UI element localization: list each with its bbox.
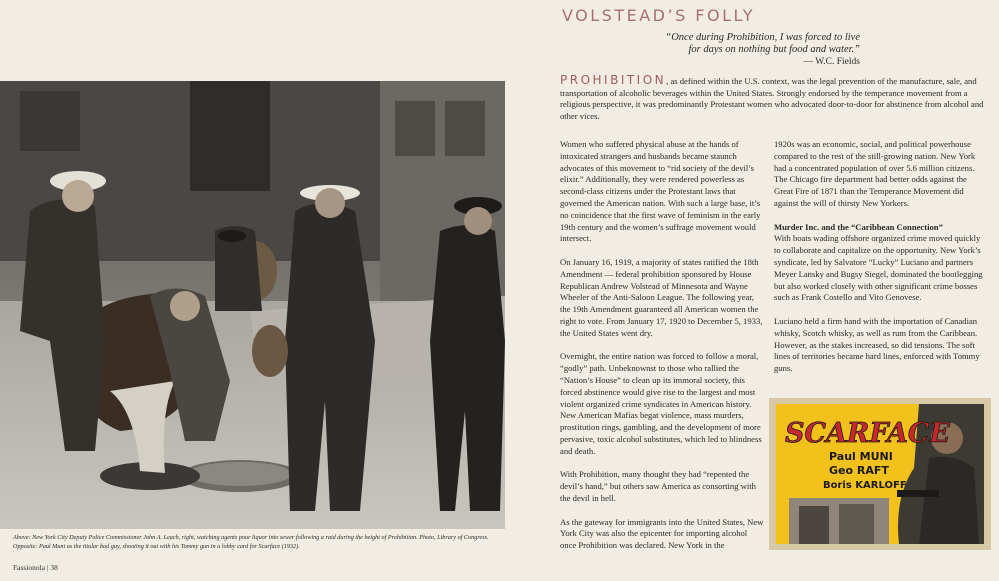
photo-caption: Above: New York City Deputy Police Commissioner John A. Leach, right, watching agents pour liquor into sewer following a raid during the height of Prohibition. Photo, Library of Congress. Opposite: Paul Muni as the titular bad guy, shooting it out with his Tommy gun in a lobby card for Scarface (1932). (13, 534, 489, 550)
body-paragraph: As the gateway for immigrants into the United States, New York City was also the epicenter for importing alcohol once Prohibition was declared. New York in the (560, 516, 764, 551)
quote-line-2: for days on nothing but food and water.” (688, 44, 860, 55)
prohibition-raid-photo (0, 81, 505, 529)
quote-line-1: “Once during Prohibition, I was forced to live (665, 32, 860, 43)
quote-attribution: — W.C. Fields (803, 57, 860, 67)
poster-credit-muni: Paul MUNI (829, 450, 893, 463)
raid-photo-illustration (0, 81, 505, 529)
scarface-lobby-card (769, 398, 991, 550)
body-paragraph: 1920s was an economic, social, and political powerhouse compared to the rest of the still-growing nation. New York had a concentrated population of over 5.6 million citizens. The Chicago fire department had better odds against the Great Fire of 1871 than the Temperance Movement did against the will of thirsty New Yorkers. (774, 139, 976, 208)
section-with-subhead (774, 222, 984, 234)
page-folio: Fassionola | 38 (13, 563, 58, 572)
body-paragraph: With Prohibition, many thought they had “repented the devil’s hand,” but others saw America as consorting with the devil in hell. (560, 469, 756, 503)
body-paragraph: Luciano held a firm hand with the importation of Canadian whisky, Scotch whisky, as well as rum from the Caribbean. However, as the stakes increased, so did tensions. The soft lines of territories became hard lines, enforced with Tommy guns. (774, 315, 980, 374)
section-subhead: Murder Inc. and the “Caribbean Connection” (774, 221, 943, 232)
body-paragraph: Overnight, the entire nation was forced to follow a moral, “godly” path. Unbeknownst to those who rallied the “Nation’s House” to clean up its immoral society, this forced abstinence would give rise to the largest and most violent organized crime syndicates in American history. New American Mafias begat violence, mass murders, prostitution rings, gambling, and the development of more pervasive, toxic alcohol substitutes, which led to blindness and death. (560, 351, 762, 456)
intro-paragraph (560, 75, 986, 123)
body-paragraph: On January 16, 1919, a majority of states ratified the 18th Amendment — federal prohibition sponsored by House Republican Andrew Volstead of Minnesota and Wayne Wheeler of the Anti-Saloon League. The following year, the 19th Amendment guaranteed all American women the right to vote. From January 17, 1920 to December 5, 1933, the United States went dry. (560, 256, 763, 338)
poster-credit-karloff: Boris KARLOFF (823, 480, 907, 491)
body-column-right (774, 139, 984, 387)
body-paragraph: Women who suffered physical abuse at the hands of intoxicated strangers and husbands became staunch advocates of this movement to “rid society of the devil’s elixir.” Additionally, they were rendered powerless as second-class citizens under the Protestant laws that governed the American nation. With such a large base, it’s no coincidence that the first wave of feminism in the early 19th century and the women’s suffrage movement would intersect. (560, 139, 761, 244)
body-paragraph: With boats wading offshore organized crime moved quickly to collaborate and capitalize on the opportunity. New York’s syndicate, led by Salvatore “Lucky” Luciano and partners Meyer Lansky and Bugsy Siegel, dominated the bootlegging but also worked closely with other significant crime bosses such as Frank Costello and Vito Genovese. (774, 233, 983, 303)
lead-in-word: PROHIBITION (560, 73, 667, 87)
page-title: VOLSTEAD’S FOLLY (562, 6, 756, 25)
poster-title: SCARFACE (785, 418, 950, 449)
epigraph-quote (660, 32, 860, 68)
poster-credit-raft: Geo RAFT (829, 464, 889, 477)
lobby-card-illustration (769, 398, 991, 550)
body-column-left (560, 139, 765, 564)
intro-text: , as defined within the U.S. context, was the legal prevention of the manufacture, sale, and transportation of alcoholic beverages within the United States. Strongly endorsed by the temperance movement from a religious perspective, it was predominantly Protestant women who advocated door-to-door for abstinence from alcohol and other vices. (560, 76, 984, 122)
